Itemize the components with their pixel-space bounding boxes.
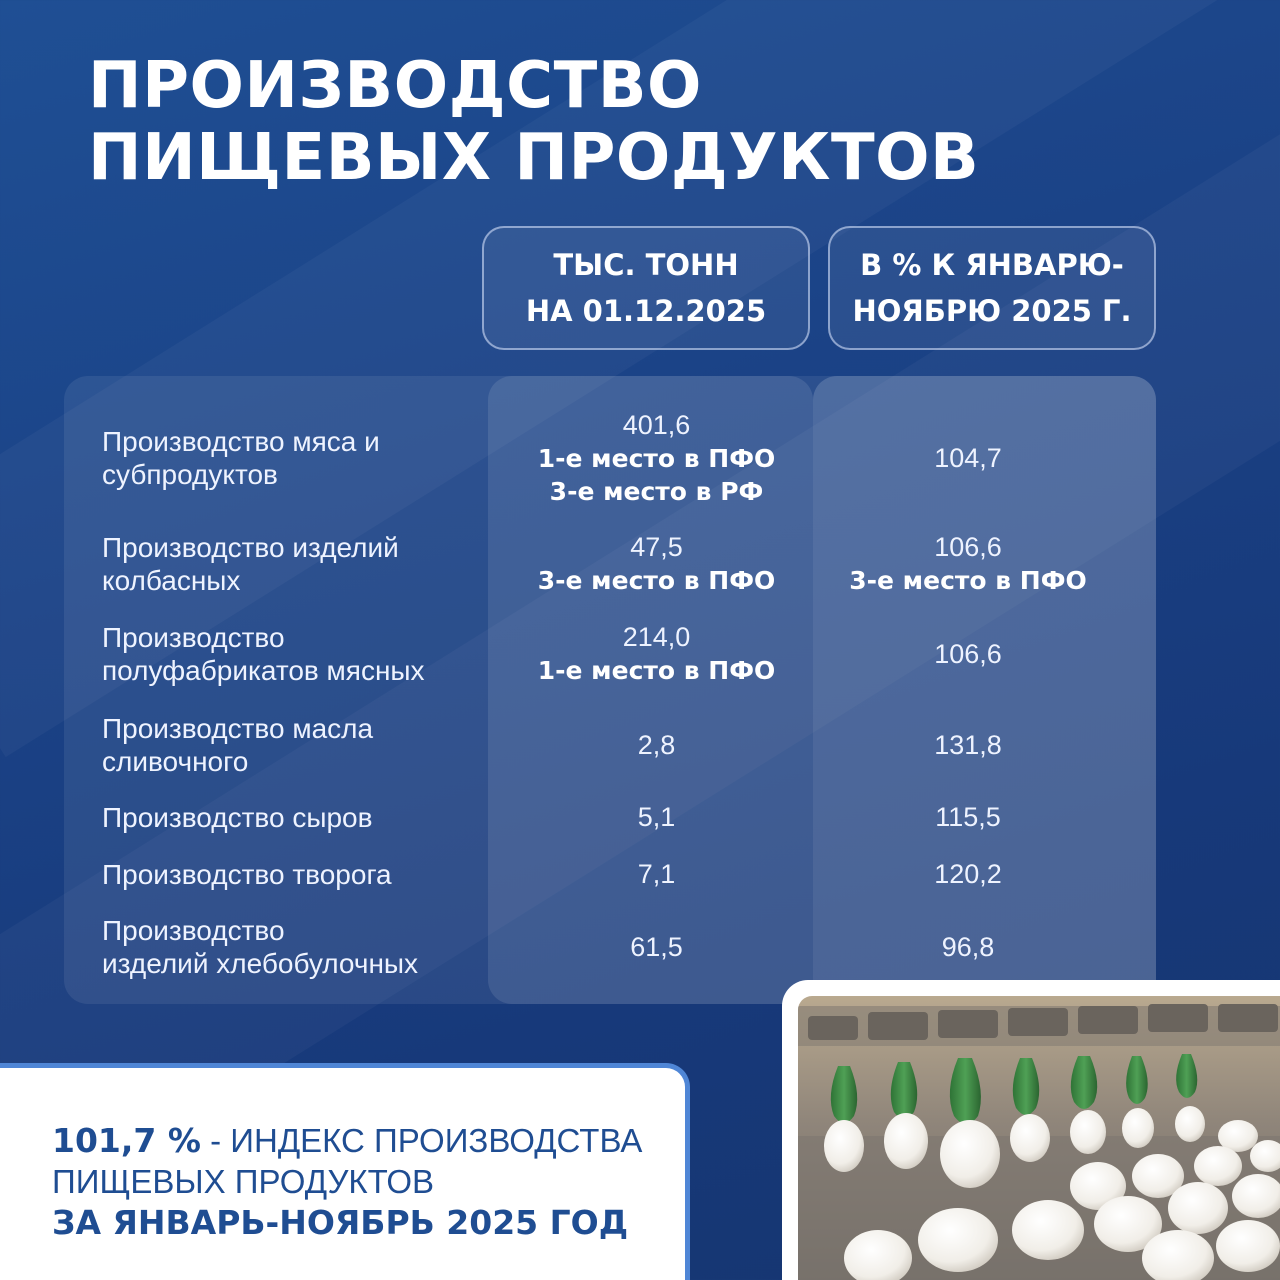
eggs-conveyor-photo: [782, 980, 1280, 1280]
row-percent-rank: 3-е место в ПФО: [849, 566, 1087, 595]
row-value-number: 7,1: [637, 858, 676, 889]
row-rank-pfo: 3-е место в ПФО: [537, 566, 776, 595]
row-value: [488, 801, 825, 834]
row-percent-number: 96,8: [941, 931, 995, 962]
row-percent-number: 106,6: [934, 532, 1002, 562]
summary-line-1: [52, 1120, 642, 1161]
row-label: [102, 621, 482, 687]
row-label-line-2: субпродуктов: [102, 459, 278, 490]
row-label: [102, 531, 482, 597]
row-rank-rf: 3-е место в РФ: [549, 476, 764, 506]
column-header-percent-line-2: НОЯБРЮ 2025 Г.: [852, 294, 1132, 328]
row-label-line-2: сливочного: [102, 746, 249, 777]
summary-line-3: ЗА ЯНВАРЬ-НОЯБРЬ 2025 ГОД: [52, 1203, 629, 1242]
table-row: [0, 712, 1280, 778]
row-rank-pfo: 1-е место в ПФО: [537, 443, 776, 473]
row-value: [488, 621, 825, 687]
title-line-1: ПРОИЗВОДСТВО: [88, 49, 702, 123]
row-value: [488, 409, 825, 508]
table-row: [0, 800, 1280, 834]
row-label: [102, 425, 482, 491]
table-row: [0, 620, 1280, 688]
row-percent: [813, 729, 1123, 762]
row-percent: [813, 931, 1123, 964]
table-row: [0, 408, 1280, 508]
summary-line-1-rest: - ИНДЕКС ПРОИЗВОДСТВА: [200, 1122, 643, 1159]
row-value-number: 214,0: [622, 622, 691, 652]
table-row: [0, 914, 1280, 980]
row-label-line-1: Производство масла: [102, 713, 374, 744]
row-label-line-1: Производство изделий: [102, 532, 399, 563]
row-label: [102, 858, 482, 891]
row-label: [102, 914, 482, 980]
row-value-number: 47,5: [630, 532, 683, 562]
column-header-percent: [828, 226, 1156, 350]
row-label-line-2: колбасных: [102, 565, 241, 596]
row-value: [488, 729, 825, 762]
summary-card: [0, 1063, 690, 1280]
eggs-conveyor-illustration: [798, 996, 1280, 1280]
row-percent-number: 104,7: [934, 442, 1002, 473]
row-label-line-1: Производство творога: [102, 858, 392, 890]
row-label-line-2: полуфабрикатов мясных: [102, 655, 425, 686]
row-percent: [813, 638, 1123, 671]
row-label: [102, 712, 482, 778]
page-title: [88, 50, 979, 194]
column-header-tonnes-line-2: НА 01.12.2025: [525, 294, 767, 328]
row-value-number: 401,6: [622, 409, 691, 440]
row-value: [488, 931, 825, 964]
row-value: [488, 858, 825, 891]
row-rank-pfo: 1-е место в ПФО: [537, 656, 776, 685]
title-line-2: ПИЩЕВЫХ ПРОДУКТОВ: [88, 121, 980, 195]
column-header-tonnes: [482, 226, 810, 350]
row-percent: [813, 531, 1123, 597]
row-percent-number: 106,6: [934, 638, 1002, 669]
row-label-line-2: изделий хлебобулочных: [102, 948, 419, 979]
table-row: [0, 530, 1280, 598]
column-header-tonnes-line-1: ТЫС. ТОНН: [553, 248, 739, 282]
row-value-number: 2,8: [637, 729, 676, 760]
row-percent-number: 131,8: [934, 729, 1002, 760]
row-value: [488, 531, 825, 597]
row-label-line-1: Производство мяса и: [102, 426, 380, 457]
table-row: [0, 857, 1280, 891]
column-header-percent-line-1: В % К ЯНВАРЮ-: [860, 248, 1124, 282]
row-percent-number: 115,5: [935, 801, 1001, 832]
row-label-line-1: Производство: [102, 915, 285, 946]
row-value-number: 61,5: [630, 931, 683, 962]
row-percent: [813, 801, 1123, 834]
row-label: [102, 801, 482, 834]
summary-text: [52, 1120, 642, 1243]
row-label-line-1: Производство: [102, 622, 285, 653]
row-value-number: 5,1: [637, 801, 676, 832]
row-percent: [813, 442, 1123, 475]
summary-index-value: 101,7 %: [52, 1121, 201, 1160]
row-label-line-1: Производство сыров: [102, 801, 373, 833]
row-percent: [813, 858, 1123, 891]
summary-line-2: ПИЩЕВЫХ ПРОДУКТОВ: [52, 1163, 434, 1200]
row-percent-number: 120,2: [934, 858, 1002, 889]
